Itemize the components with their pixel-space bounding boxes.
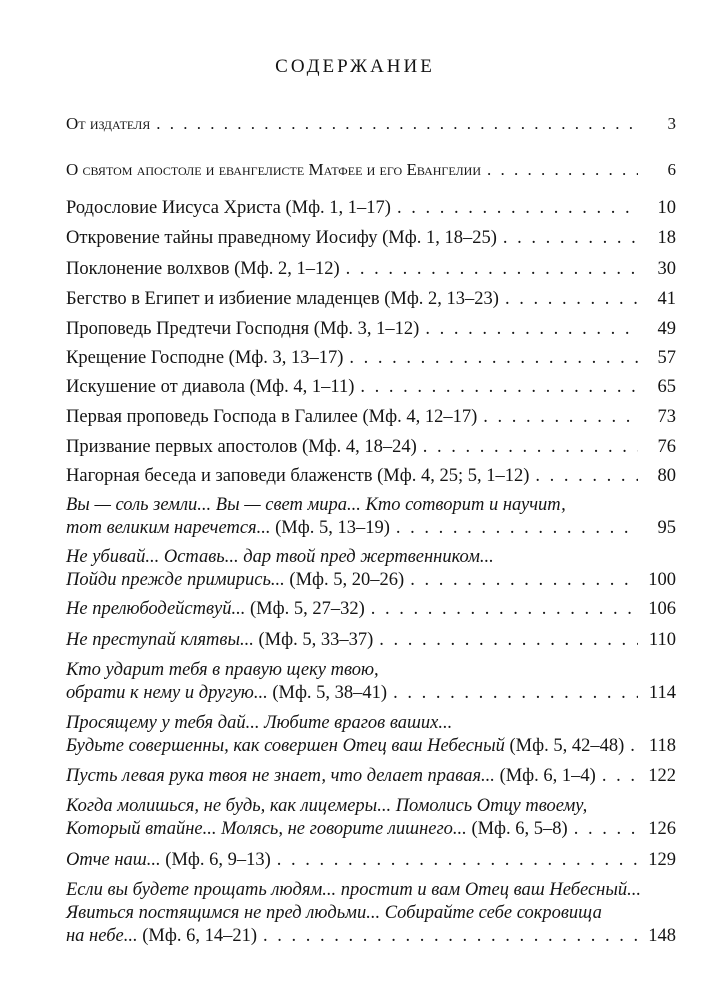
toc-page-number: 80 (657, 466, 676, 486)
toc-entry-text: Проповедь Предтечи Господня (Мф. 3, 1–12) (66, 319, 420, 339)
toc-page-number: 6 (667, 160, 676, 179)
dot-leader (156, 113, 638, 135)
toc-page-number: 3 (667, 114, 676, 133)
dot-leader (346, 258, 638, 280)
toc-page-number: 73 (657, 407, 676, 427)
toc-page-number: 57 (657, 348, 676, 368)
dot-leader (397, 197, 638, 219)
toc-entry-text: на небе... (Мф. 6, 14–21) (66, 926, 257, 946)
toc-entry[interactable] (66, 197, 676, 219)
toc-page-number: 76 (657, 437, 676, 457)
toc-page-number: 106 (648, 599, 676, 619)
toc-entry-text: От издателя (66, 114, 151, 133)
toc-page-number: 126 (648, 819, 676, 839)
dot-leader (396, 517, 638, 540)
dot-leader (349, 347, 638, 369)
scripture-ref: (Мф. 6, 1–4) (499, 766, 596, 786)
toc-entry-italic[interactable] (66, 546, 676, 592)
scripture-ref: (Мф. 5, 38–41) (272, 683, 388, 703)
dot-leader (410, 569, 638, 592)
toc-entry-line: Не убивай... Оставь... дар твой пред жертвенником... (66, 547, 494, 567)
toc-entry[interactable] (66, 227, 676, 249)
toc-entry[interactable] (66, 258, 676, 280)
dot-leader (360, 376, 638, 398)
toc-entry-text: Первая проповедь Господа в Галилее (Мф. 4, 12–17) (66, 407, 478, 427)
dot-leader (371, 598, 638, 621)
toc-entry-about-matthew[interactable] (66, 159, 676, 181)
toc-entry-text: Искушение от диавола (Мф. 4, 1–11) (66, 377, 355, 397)
toc-entry-text: Родословие Иисуса Христа (Мф. 1, 1–17) (66, 198, 391, 218)
toc-entry[interactable] (66, 288, 676, 310)
dot-leader (483, 406, 638, 428)
toc-entry-italic[interactable] (66, 849, 676, 872)
toc-entry[interactable] (66, 376, 676, 398)
toc-page-number: 118 (648, 736, 676, 756)
toc-entry-text: Не прелюбодействуй... (Мф. 5, 27–32) (66, 599, 365, 619)
toc-page-number: 10 (657, 198, 676, 218)
toc-entry-italic[interactable] (66, 765, 676, 788)
toc-entry[interactable] (66, 318, 676, 340)
toc-page-number: 114 (648, 683, 676, 703)
dot-leader (630, 735, 638, 758)
toc-entry-line: Явиться постящимся не пред людьми... Собирайте себе сокровища (66, 903, 602, 923)
toc-entry-text: тот великим наречется... (Мф. 5, 13–19) (66, 518, 390, 538)
toc-page-number: 18 (657, 228, 676, 248)
toc-entry-italic[interactable] (66, 598, 676, 621)
toc-entry-text: Который втайне... Молясь, не говорите лишнего... (Мф. 6, 5–8) (66, 819, 568, 839)
dot-leader (503, 227, 638, 249)
dot-leader (393, 682, 638, 705)
toc-entry-publisher[interactable] (66, 113, 676, 135)
dot-leader (602, 765, 638, 788)
dot-leader (277, 849, 638, 872)
dot-leader (379, 629, 638, 652)
toc-entry-italic[interactable] (66, 494, 676, 540)
dot-leader (574, 818, 638, 841)
toc-page-number: 49 (657, 319, 676, 339)
toc-entry-line: Когда молишься, не будь, как лицемеры... Помолись Отцу твоему, (66, 796, 588, 816)
toc-entry[interactable] (66, 436, 676, 458)
page-title: СОДЕРЖАНИЕ (275, 56, 435, 77)
scripture-ref: (Мф. 5, 33–37) (258, 630, 374, 650)
toc-entry-text: Отче наш... (Мф. 6, 9–13) (66, 850, 271, 870)
toc-entry-line: Кто ударит тебя в правую щеку твою, (66, 660, 379, 680)
scripture-ref: (Мф. 6, 9–13) (165, 850, 271, 870)
toc-page-number: 110 (648, 630, 676, 650)
toc-entry-text: Не преступай клятвы... (Мф. 5, 33–37) (66, 630, 374, 650)
toc-entry-italic[interactable] (66, 795, 676, 841)
toc-page-number: 122 (648, 766, 676, 786)
toc-entry-text: Нагорная беседа и заповеди блаженств (Мф. 4, 25; 5, 1–12) (66, 466, 530, 486)
toc-entry-text: Бегство в Египет и избиение младенцев (Мф. 2, 13–23) (66, 289, 499, 309)
toc-entry-text: Пойди прежде примирись... (Мф. 5, 20–26) (66, 570, 405, 590)
toc-entry-text: Поклонение волхвов (Мф. 2, 1–12) (66, 259, 340, 279)
toc-page-number: 41 (657, 289, 676, 309)
toc-entry-line: Если вы будете прощать людям... простит и вам Отец ваш Небесный... (66, 880, 642, 900)
toc-entry-text: обрати к нему и другую... (Мф. 5, 38–41) (66, 683, 388, 703)
toc-entry-italic[interactable] (66, 659, 676, 705)
toc-entry-text: Пусть левая рука твоя не знает, что делает правая... (Мф. 6, 1–4) (66, 766, 596, 786)
toc-page-number: 65 (657, 377, 676, 397)
toc-entry-italic[interactable] (66, 879, 676, 948)
toc-page-number: 148 (648, 926, 676, 946)
scripture-ref: (Мф. 5, 20–26) (289, 570, 405, 590)
dot-leader (263, 925, 638, 948)
dot-leader (487, 159, 638, 181)
toc-page-number: 30 (657, 259, 676, 279)
toc-entry-line: Вы — соль земли... Вы — свет мира... Кто сотворит и научит, (66, 495, 566, 515)
dot-leader (423, 436, 638, 458)
toc-entry-italic[interactable] (66, 629, 676, 652)
toc-entry-italic[interactable] (66, 712, 676, 758)
toc-entry-text: Будьте совершенны, как совершен Отец ваш Небесный (Мф. 5, 42–48) (66, 736, 625, 756)
toc-page-number: 95 (657, 518, 676, 538)
dot-leader (535, 465, 638, 487)
toc-entry[interactable] (66, 406, 676, 428)
toc-page-number: 129 (648, 850, 676, 870)
scripture-ref: (Мф. 5, 13–19) (275, 518, 390, 538)
scripture-ref: (Мф. 6, 14–21) (142, 926, 257, 946)
scripture-ref: (Мф. 5, 42–48) (509, 736, 625, 756)
scripture-ref: (Мф. 6, 5–8) (471, 819, 568, 839)
toc-page-number: 100 (648, 570, 676, 590)
toc-entry[interactable] (66, 465, 676, 487)
dot-leader (505, 288, 638, 310)
toc-entry-text: Откровение тайны праведному Иосифу (Мф. 1, 18–25) (66, 228, 497, 248)
toc-entry-text: Призвание первых апостолов (Мф. 4, 18–24) (66, 437, 417, 457)
toc-entry-line: Просящему у тебя дай... Любите врагов ваших... (66, 713, 453, 733)
toc-entry-text: Крещение Господне (Мф. 3, 13–17) (66, 348, 344, 368)
toc-entry-text: О святом апостоле и евангелисте Матфее и его Евангелии (66, 160, 481, 179)
scripture-ref: (Мф. 5, 27–32) (250, 599, 365, 619)
dot-leader (425, 318, 638, 340)
toc-entry[interactable] (66, 347, 676, 369)
